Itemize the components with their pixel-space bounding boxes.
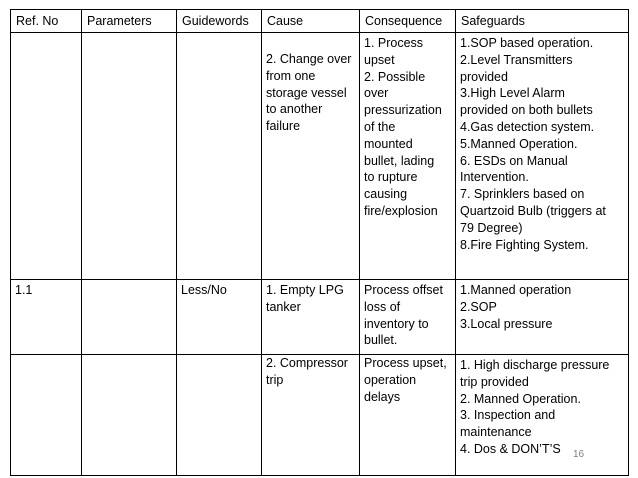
cell-line: 3.High Level Alarm (460, 86, 565, 101)
cell-line: 3.Local pressure (460, 316, 553, 331)
header-parameters: Parameters (82, 10, 177, 33)
safeguards-cell (456, 33, 629, 280)
cell-line: Quartzoid Bulb (triggers at (460, 203, 606, 218)
cell-line: 2. Possible (364, 69, 426, 84)
parameter-cell (82, 355, 177, 476)
cell-line: Process upset, (364, 356, 447, 370)
cell-line: 1.SOP based operation. (460, 36, 594, 50)
header-safeguards: Safeguards (456, 10, 629, 33)
cell-line: pressurization (364, 103, 442, 118)
safeguards-cell (456, 280, 629, 355)
cell-line: provided (460, 69, 508, 84)
cell-line: trip provided (460, 374, 529, 389)
guideword-cell: Less/No (177, 280, 262, 355)
cell-line: bullet, lading (364, 153, 435, 168)
cell-line: provided on both bullets (460, 103, 593, 118)
safeguards-cell (456, 355, 629, 476)
cell-line: 2.SOP (460, 299, 497, 314)
cell-line: 7. Sprinklers based on (460, 187, 585, 202)
cell-line: maintenance (460, 425, 532, 440)
cell-line: mounted (364, 136, 413, 151)
parameter-cell (82, 280, 177, 355)
cell-line: 2.Level Transmitters (460, 52, 573, 67)
cell-line: 2. Compressor (266, 356, 348, 370)
hazop-table (10, 9, 629, 476)
cause-cell (262, 33, 360, 280)
cause-cell (262, 280, 360, 355)
cell-line: of the (364, 119, 396, 134)
cell-line: delays (364, 389, 401, 404)
guideword-cell (177, 33, 262, 280)
cell-line: fire/explosion (364, 203, 438, 218)
table-row (11, 280, 629, 355)
cell-line: 1. Empty LPG (266, 283, 344, 297)
parameter-cell (82, 33, 177, 280)
consequence-cell (360, 33, 456, 280)
cell-line: 6. ESDs on Manual (460, 153, 568, 168)
ref-cell: 1.1 (11, 280, 82, 355)
cell-line: Intervention. (460, 170, 529, 185)
cell-line: 1.Manned operation (460, 283, 572, 297)
cell-line: 4.Gas detection system. (460, 119, 595, 134)
cell-line: 5.Manned Operation. (460, 136, 578, 151)
cell-line: trip (266, 372, 284, 387)
cell-line: inventory to (364, 316, 429, 331)
cell-line: 1. High discharge pressure (460, 358, 610, 372)
header-ref-no: Ref. No (11, 10, 82, 33)
cell-line: from one (266, 68, 316, 83)
cell-line: failure (266, 119, 301, 134)
page-number: 16 (573, 449, 585, 460)
cell-line: causing (364, 187, 408, 202)
cell-line: storage vessel (266, 85, 347, 100)
guideword-cell (177, 355, 262, 476)
consequence-cell (360, 355, 456, 476)
header-row (11, 10, 629, 33)
cell-line: 2. Change over (266, 52, 352, 66)
cell-line: 8.Fire Fighting System. (460, 237, 589, 252)
cause-cell (262, 355, 360, 476)
cell-line: 3. Inspection and (460, 408, 556, 423)
cell-line: to rupture (364, 170, 418, 185)
table-row (11, 355, 629, 476)
cell-line: operation (364, 372, 417, 387)
cell-line: upset (364, 52, 395, 67)
table-row (11, 33, 629, 280)
cell-line: tanker (266, 299, 301, 314)
cell-line: 4. Dos & DON’T’S (460, 441, 561, 456)
cell-line: 1. Process (364, 36, 424, 50)
header-cause: Cause (262, 10, 360, 33)
header-guidewords: Guidewords (177, 10, 262, 33)
ref-cell (11, 355, 82, 476)
cell-line: bullet. (364, 333, 398, 348)
cell-line: to another (266, 102, 323, 117)
cell-line: loss of (364, 299, 401, 314)
consequence-cell (360, 280, 456, 355)
cell-line: over (364, 86, 389, 101)
cell-line: 2. Manned Operation. (460, 391, 581, 406)
cell-line: 79 Degree) (460, 220, 523, 235)
header-consequence: Consequence (360, 10, 456, 33)
ref-cell (11, 33, 82, 280)
cell-line: Process offset (364, 283, 443, 297)
